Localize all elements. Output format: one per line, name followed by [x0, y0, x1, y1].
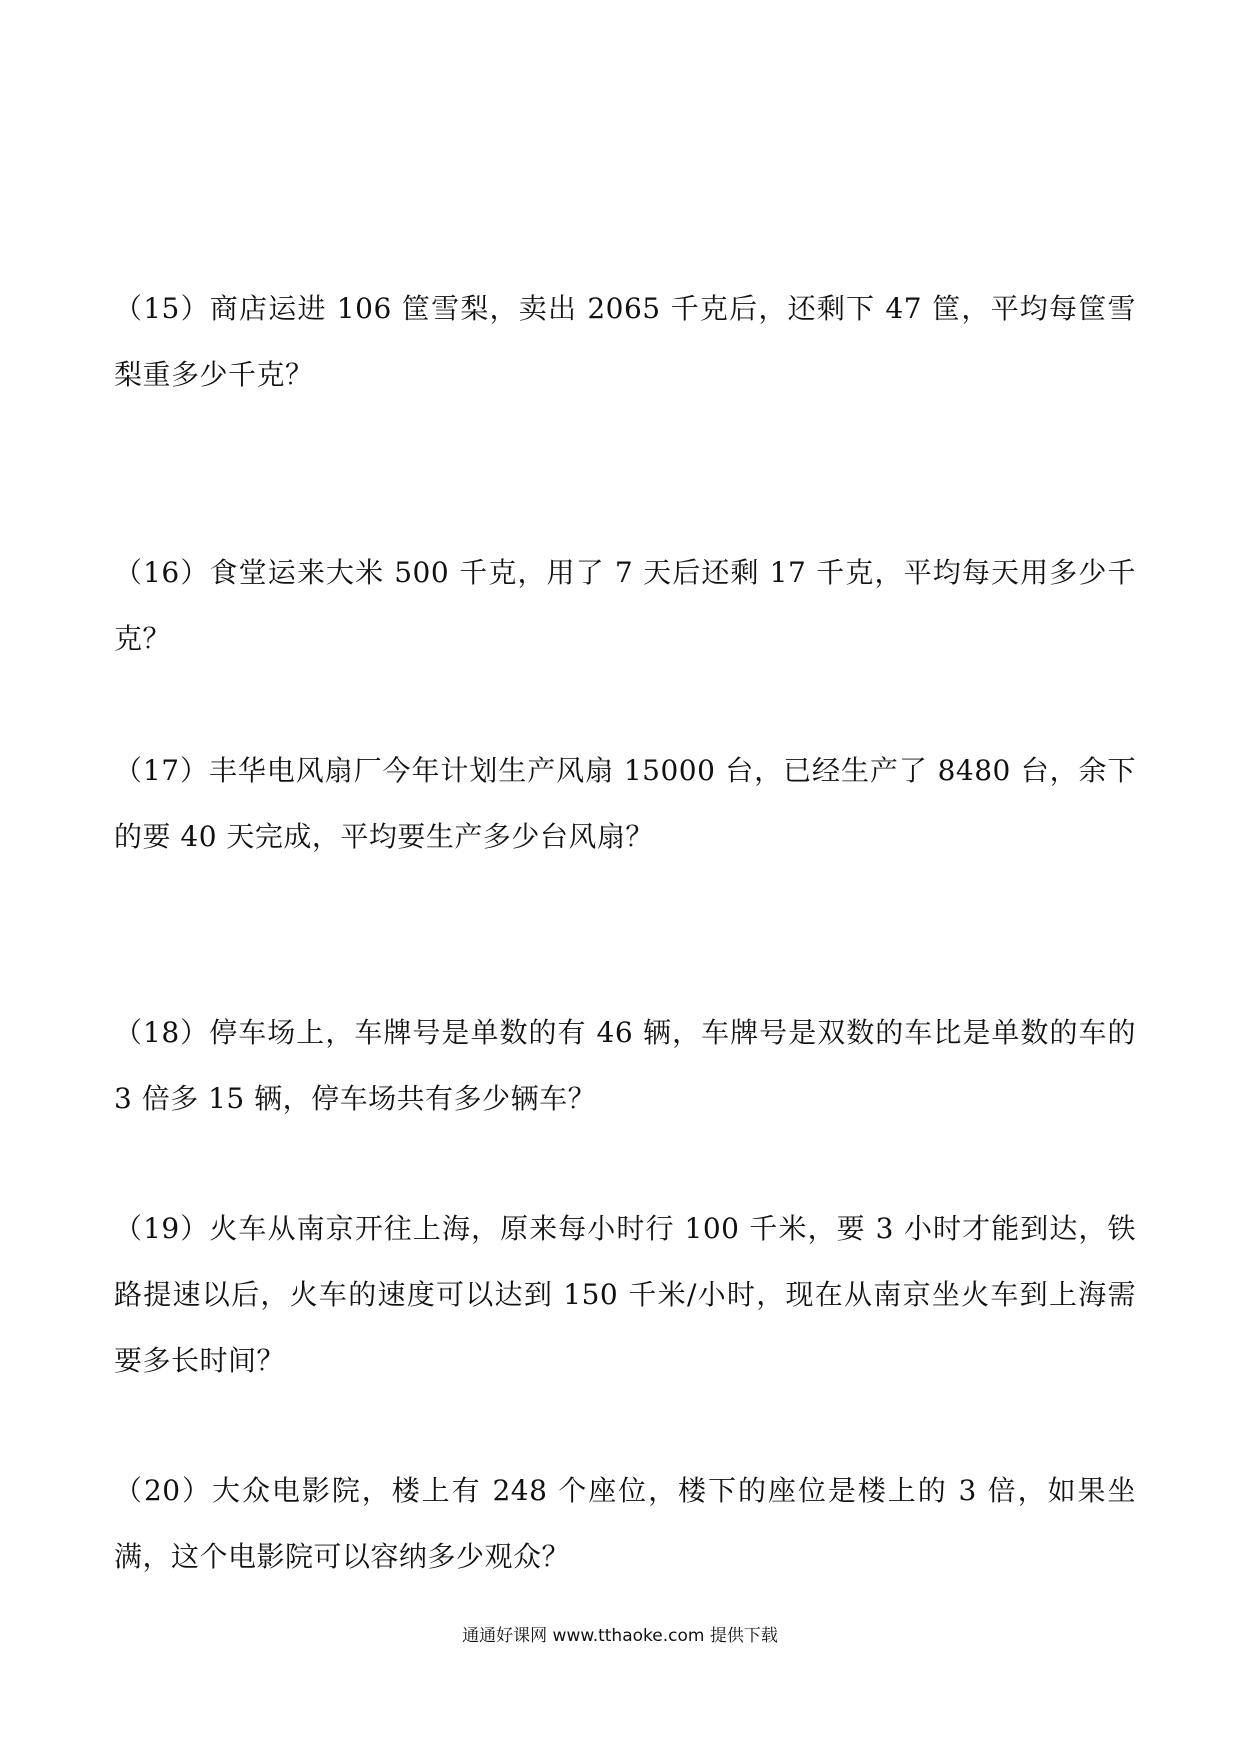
- page-footer: 通通好课网 www.tthaoke.com 提供下载: [462, 1626, 778, 1646]
- problem-15: [114, 276, 1136, 408]
- problem-19: [114, 1196, 1136, 1394]
- problem-number: （20）: [114, 1474, 212, 1507]
- problem-number: （18）: [114, 1016, 210, 1049]
- problem-text: 大众电影院，楼上有 248 个座位，楼下的座位是楼上的 3 倍，如果坐满，这个电影院可以容纳多少观众？: [114, 1474, 1136, 1573]
- problem-text: 停车场上，车牌号是单数的有 46 辆，车牌号是双数的车比是单数的车的 3 倍多 15 辆，停车场共有多少辆车？: [114, 1016, 1136, 1115]
- problem-number: （19）: [114, 1212, 210, 1245]
- problem-17: [114, 738, 1136, 870]
- problem-text: 商店运进 106 筐雪梨，卖出 2065 千克后，还剩下 47 筐，平均每筐雪梨重多少千克？: [114, 292, 1136, 391]
- problem-number: （16）: [114, 556, 210, 589]
- problem-text: 火车从南京开往上海，原来每小时行 100 千米，要 3 小时才能到达，铁路提速以后，火车的速度可以达到 150 千米/小时，现在从南京坐火车到上海需要多长时间？: [114, 1212, 1136, 1377]
- problem-number: （15）: [114, 292, 210, 325]
- problem-number: （17）: [114, 754, 209, 787]
- problem-20: [114, 1458, 1136, 1590]
- problem-16: [114, 540, 1136, 672]
- problem-text: 食堂运来大米 500 千克，用了 7 天后还剩 17 千克，平均每天用多少千克？: [114, 556, 1136, 655]
- problem-18: [114, 1000, 1136, 1132]
- problem-text: 丰华电风扇厂今年计划生产风扇 15000 台，已经生产了 8480 台，余下的要 40 天完成，平均要生产多少台风扇？: [114, 754, 1136, 853]
